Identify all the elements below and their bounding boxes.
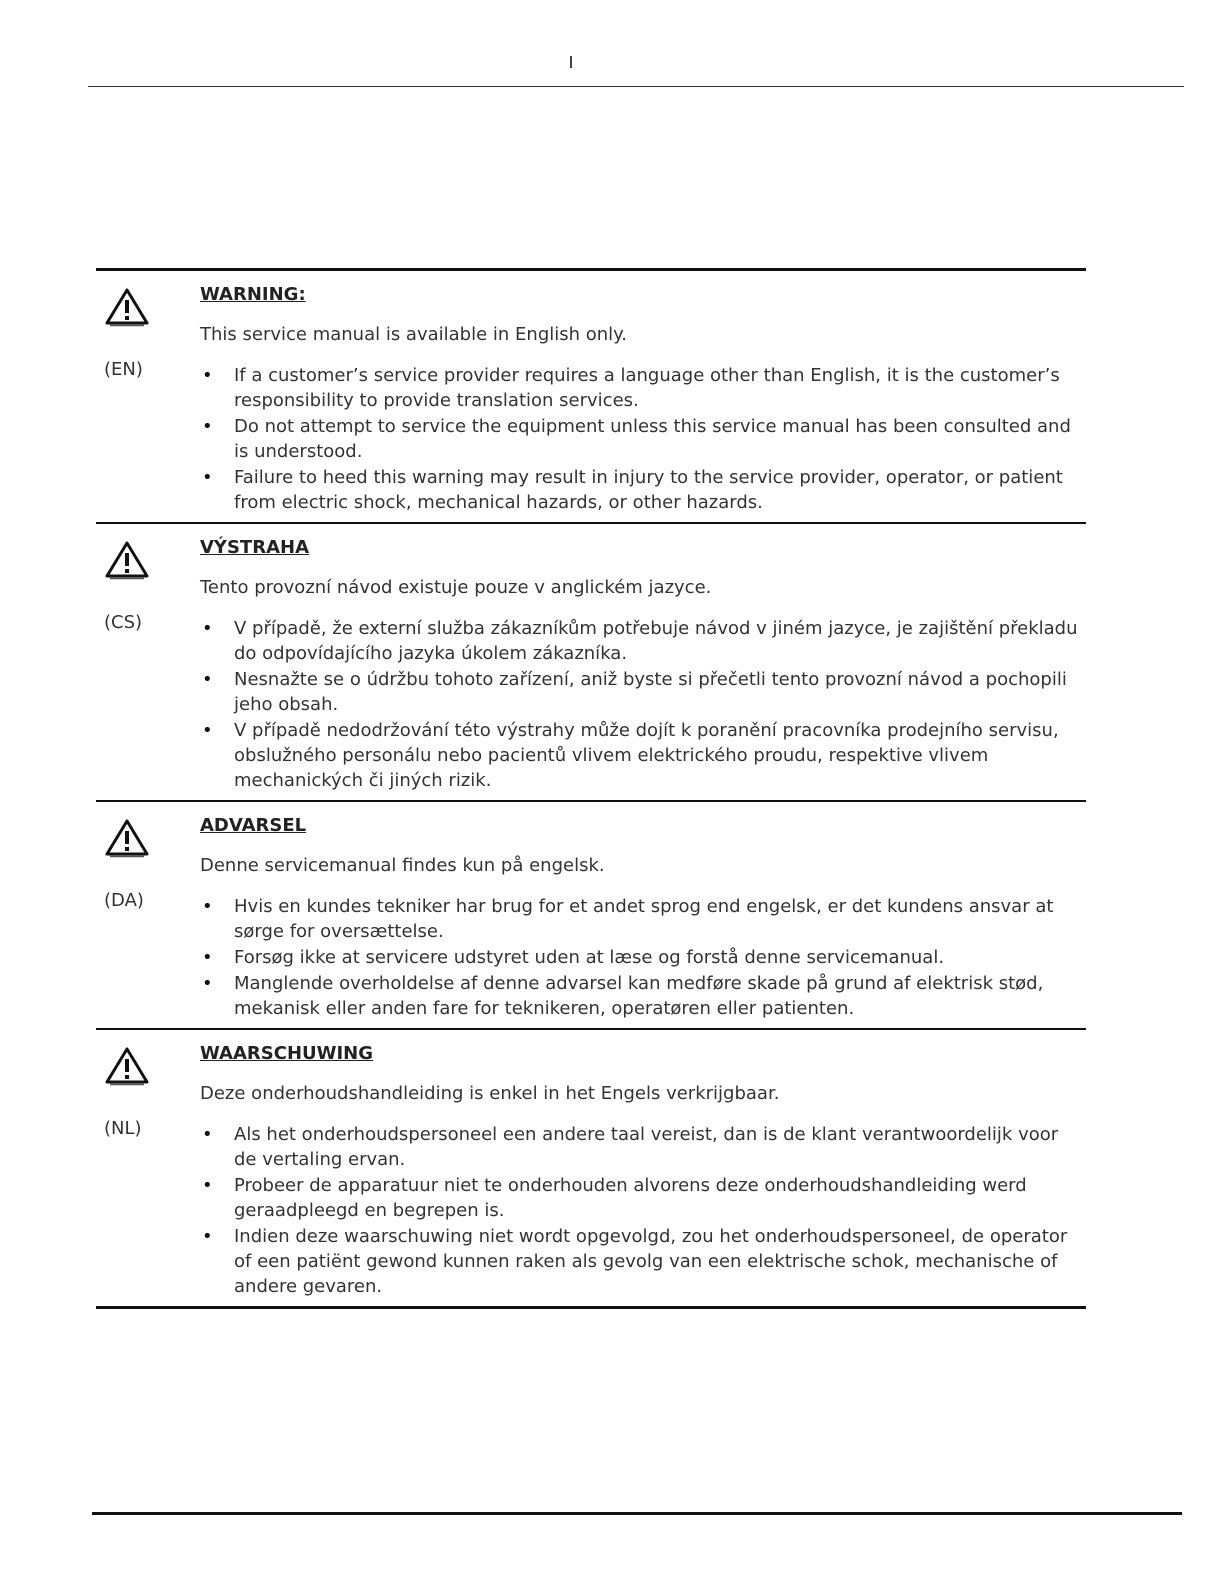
warning-triangle-icon [104, 287, 150, 327]
warning-content [200, 536, 1086, 793]
warning-intro: Tento provozní návod existuje pouze v anglickém jazyce. [200, 577, 712, 598]
bullet-item: • Indien deze waarschuwing niet wordt opgevolgd, zou het onderhoudspersoneel, de operator of een patiënt gewond kunnen raken als gevolg van een elektrische schok, mechanische of andere gevaren. [200, 1224, 1086, 1299]
warning-heading: VÝSTRAHA [200, 537, 309, 558]
language-code: (EN) [104, 359, 143, 380]
warning-triangle-icon [104, 540, 150, 580]
language-code: (NL) [104, 1118, 142, 1139]
bullet-item: • Failure to heed this warning may result in injury to the service provider, operator, or patient from electric shock, mechanical hazards, or other hazards. [200, 465, 1086, 515]
warning-intro: This service manual is available in English only. [200, 324, 627, 345]
warning-bullets [200, 363, 1086, 515]
warning-block-da [96, 802, 1086, 1030]
language-code: (DA) [104, 890, 144, 911]
bullet-item: • V případě nedodržování této výstrahy může dojít k poranění pracovníka prodejního servisu, obslužného personálu nebo pacientů vlivem elektrického proudu, respektive vlivem mechanických či jiných rizik. [200, 718, 1086, 793]
bullet-item: • Als het onderhoudspersoneel een andere taal vereist, dan is de klant verantwoordelijk voor de vertaling ervan. [200, 1122, 1086, 1172]
bullet-item: • Do not attempt to service the equipment unless this service manual has been consulted and is understood. [200, 414, 1086, 464]
bullet-item: • Probeer de apparatuur niet te onderhouden alvorens deze onderhoudshandleiding werd geraadpleegd en begrepen is. [200, 1173, 1086, 1223]
bullet-item: • V případě, že externí služba zákazníkům potřebuje návod v jiném jazyce, je zajištění překladu do odpovídajícího jazyka úkolem zákazníka. [200, 616, 1086, 666]
warning-triangle-icon [104, 1046, 150, 1086]
warning-intro: Deze onderhoudshandleiding is enkel in het Engels verkrijgbaar. [200, 1083, 780, 1104]
warning-block-cs [96, 524, 1086, 802]
bullet-item: • Hvis en kundes tekniker har brug for et andet sprog end engelsk, er det kundens ansvar at sørge for oversættelse. [200, 894, 1086, 944]
warning-bullets [200, 894, 1086, 1021]
warning-block-nl [96, 1030, 1086, 1309]
warning-triangle-icon [104, 818, 150, 858]
bullet-item: • Forsøg ikke at servicere udstyret uden at læse og forstå denne servicemanual. [200, 945, 1086, 970]
bullet-item: • If a customer’s service provider requires a language other than English, it is the customer’s responsibility to provide translation services. [200, 363, 1086, 413]
warning-block-en [96, 271, 1086, 524]
language-code: (CS) [104, 612, 143, 633]
warning-content [200, 814, 1086, 1021]
bullet-item: • Nesnažte se o údržbu tohoto zařízení, aniž byste si přečetli tento provozní návod a pochopili jeho obsah. [200, 667, 1086, 717]
warning-heading: ADVARSEL [200, 815, 307, 836]
warning-content [200, 283, 1086, 515]
bullet-item: • Manglende overholdelse af denne advarsel kan medføre skade på grund af elektrisk stød, mekanisk eller anden fare for teknikeren, operatøren eller patienten. [200, 971, 1086, 1021]
warnings-table [96, 268, 1086, 1309]
warning-heading: WARNING: [200, 284, 306, 305]
header-mark [570, 56, 572, 68]
header-rule [88, 86, 1184, 87]
footer-rule [92, 1512, 1182, 1515]
warning-intro: Denne servicemanual findes kun på engelsk. [200, 855, 605, 876]
warning-content [200, 1042, 1086, 1299]
warning-bullets [200, 1122, 1086, 1299]
warning-bullets [200, 616, 1086, 793]
warning-heading: WAARSCHUWING [200, 1043, 374, 1064]
